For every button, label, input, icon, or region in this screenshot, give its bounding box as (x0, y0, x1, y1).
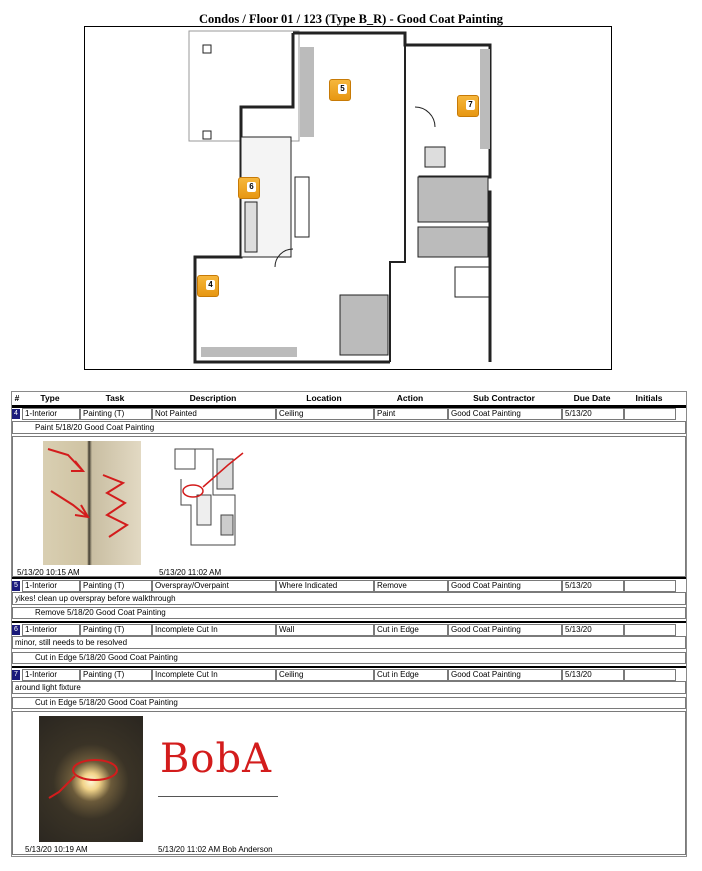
initials-cell (624, 624, 676, 636)
type-cell: 1-Interior (22, 580, 80, 592)
col-type: Type (40, 393, 60, 403)
photo-timestamp: 5/13/20 10:19 AM (25, 845, 88, 854)
task-cell: Painting (T) (80, 624, 152, 636)
initials-cell (624, 580, 676, 592)
location-cell: Where Indicated (276, 580, 374, 592)
row-divider (12, 666, 686, 668)
sub-contractor-cell: Good Coat Painting (448, 624, 562, 636)
marker-7-icon[interactable]: 7 (457, 95, 479, 117)
table-row[interactable] (12, 624, 686, 636)
plan-timestamp: 5/13/20 11:02 AM (159, 568, 222, 577)
red-circle-markup-icon (39, 716, 143, 842)
report-title: Condos / Floor 01 / 123 (Type B_R) - Good Coat Painting (198, 12, 504, 26)
col-due-date: Due Date (573, 393, 611, 403)
type-cell: 1-Interior (22, 408, 80, 420)
signature-block (158, 718, 318, 818)
action-cell: Remove (374, 580, 448, 592)
floor-plan (84, 26, 612, 370)
sub-contractor-cell: Good Coat Painting (448, 408, 562, 420)
due-date-cell: 5/13/20 (562, 624, 624, 636)
action-cell: Paint (374, 408, 448, 420)
location-cell: Ceiling (276, 669, 374, 681)
signature-handwriting: BobA (160, 736, 272, 782)
location-cell: Wall (276, 624, 374, 636)
item-number: 6 (12, 625, 20, 635)
item-number: 5 (12, 581, 20, 591)
type-cell: 1-Interior (22, 669, 80, 681)
row-divider (12, 621, 686, 623)
note-line: yikes! clean up overspray before walkthrough (12, 592, 686, 605)
status-line: Cut in Edge 5/18/20 Good Coat Painting (12, 652, 686, 664)
table-row[interactable] (12, 408, 686, 420)
signature-timestamp: 5/13/20 11:02 AM Bob Anderson (158, 845, 273, 854)
action-cell: Cut in Edge (374, 669, 448, 681)
sub-contractor-cell: Good Coat Painting (448, 580, 562, 592)
table-row[interactable] (12, 580, 686, 592)
description-cell: Not Painted (152, 408, 276, 420)
description-cell: Incomplete Cut In (152, 669, 276, 681)
task-cell: Painting (T) (80, 580, 152, 592)
description-cell: Incomplete Cut In (152, 624, 276, 636)
type-cell: 1-Interior (22, 624, 80, 636)
col-location: Location (306, 393, 342, 403)
task-cell: Painting (T) (80, 408, 152, 420)
plan-thumbnail-drawing (173, 445, 253, 549)
plan-thumbnail[interactable] (173, 445, 253, 549)
description-cell: Overspray/Overpaint (152, 580, 276, 592)
status-line: Cut in Edge 5/18/20 Good Coat Painting (12, 697, 686, 709)
task-cell: Painting (T) (80, 669, 152, 681)
location-cell: Ceiling (276, 408, 374, 420)
attachments-panel (12, 711, 686, 855)
status-line: Paint 5/18/20 Good Coat Painting (12, 421, 686, 434)
initials-cell (624, 669, 676, 681)
col-num: # (14, 393, 20, 403)
col-task: Task (105, 393, 125, 403)
marker-6-icon[interactable]: 6 (238, 177, 260, 199)
due-date-cell: 5/13/20 (562, 669, 624, 681)
due-date-cell: 5/13/20 (562, 408, 624, 420)
col-description: Description (189, 393, 237, 403)
sub-contractor-cell: Good Coat Painting (448, 669, 562, 681)
marker-4-icon[interactable]: 4 (197, 275, 219, 297)
col-sub-contractor: Sub Contractor (473, 393, 535, 403)
red-markup-icon (43, 441, 141, 565)
due-date-cell: 5/13/20 (562, 580, 624, 592)
item-number: 7 (12, 670, 20, 680)
col-initials: Initials (635, 393, 663, 403)
col-action: Action (396, 393, 424, 403)
note-line: minor, still needs to be resolved (12, 636, 686, 649)
wall-photo[interactable] (43, 441, 141, 565)
note-line: around light fixture (12, 681, 686, 694)
attachments-panel (12, 436, 686, 577)
table-row[interactable] (12, 669, 686, 681)
row-divider (12, 577, 686, 579)
item-number: 4 (12, 409, 20, 419)
status-line: Remove 5/18/20 Good Coat Painting (12, 607, 686, 619)
photo-timestamp: 5/13/20 10:15 AM (17, 568, 80, 577)
light-fixture-photo[interactable] (39, 716, 143, 842)
action-cell: Cut in Edge (374, 624, 448, 636)
marker-5-icon[interactable]: 5 (329, 79, 351, 101)
signature-line (158, 796, 278, 797)
initials-cell (624, 408, 676, 420)
